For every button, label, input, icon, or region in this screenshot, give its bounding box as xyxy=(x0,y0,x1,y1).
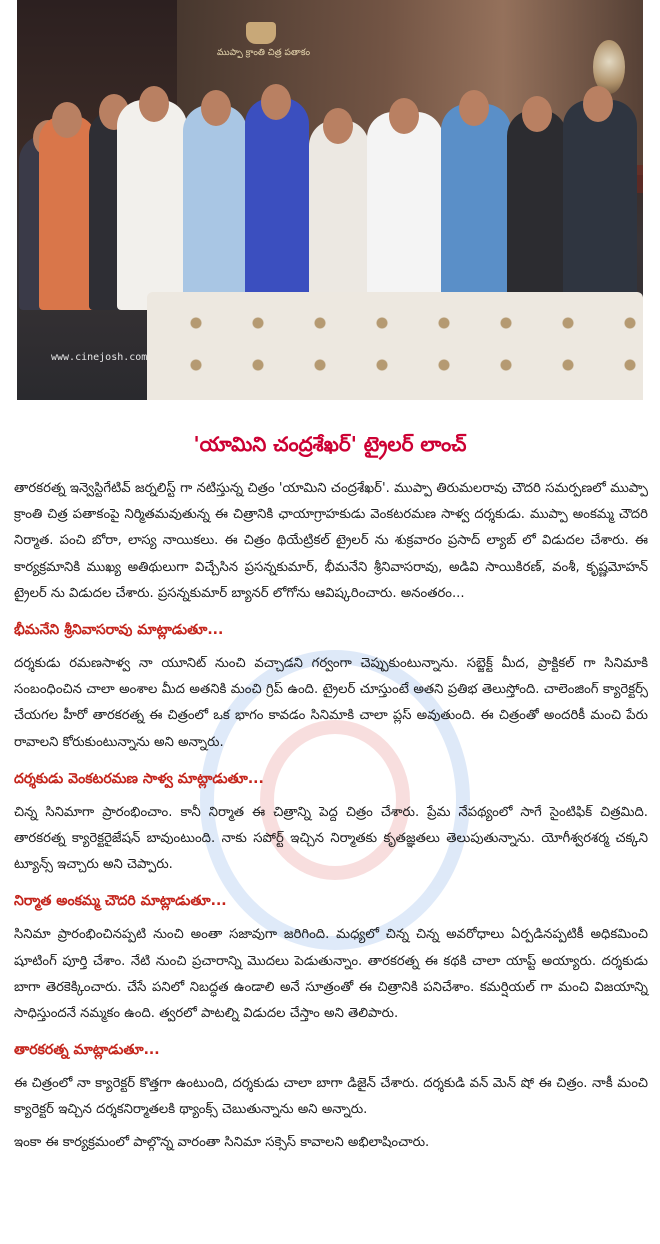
closing-paragraph: ఇంకా ఈ కార్యక్రమంలో పాల్గొన్న వారంతా సినిమా సక్సెస్ కావాలని అభిలాషించారు. xyxy=(14,1134,430,1150)
banner-text: ముప్పా క్రాంతి చిత్ర పతాకం xyxy=(217,48,311,58)
article-title: 'యామిని చంద్రశేఖర్' ట్రైలర్ లాంచ్ xyxy=(193,432,467,456)
section-heading: దర్శకుడు వెంకటరమణ సాళ్వ మాట్లాడుతూ... xyxy=(14,770,264,787)
banner-badge-icon xyxy=(246,22,276,44)
banner-logo xyxy=(217,22,311,70)
event-photo xyxy=(17,0,643,400)
table-with-cloth xyxy=(147,292,643,400)
photo-watermark: www.cinejosh.com xyxy=(51,352,148,363)
section-heading: తారకరత్న మాట్లాడుతూ... xyxy=(14,1042,160,1059)
section-paragraph: ఈ చిత్రంలో నా క్యారెక్టర్ కొత్తగా ఉంటుంది, దర్శకుడు చాలా బాగా డిజైన్ చేశారు. దర్శకుడి వన్ మెన్ షో ఈ చిత్రం. నాకీ మంచి క్యారెక్టర్ ఇచ్చిన దర్శకనిర్మాతలకి థ్యాంక్స్ చెబుతున్నాను అని అన్నారు. xyxy=(14,1076,648,1118)
section-paragraph: సినిమా ప్రారంభించినప్పటి నుంచి అంతా సజావుగా జరిగింది. మధ్యలో చిన్న చిన్న అవరోధాలు ఏర్పడినప్పటికీ అధికమించి షూటింగ్ పూర్తి చేశాం. నేటి నుంచి ప్రచారాన్ని మొదలు పెడుతున్నాం. తారకరత్న ఈ కథకి చాలా యాప్ట్ అయ్యారు. దర్శకుడు బాగా తెరకెక్కించారు. చేసే పనిలో నిబద్ధత ఉండాలి అనే సూత్రంతో ఈ చిత్రానికి పనిచేశాం. కమర్షియల్ గా మంచి విజయాన్ని సాధిస్తుందనే నమ్మకం ఉంది. త్వరలో పాటల్ని విడుదల చేస్తాం అని తెలిపారు. xyxy=(14,927,648,1022)
group-of-people xyxy=(17,80,643,310)
intro-paragraph: తారకరత్న ఇన్వెస్టిగేటివ్ జర్నలిస్ట్ గా నటిస్తున్న చిత్రం 'యామిని చంద్రశేఖర్'. ముప్పా తిరుమలరావు చౌదరి సమర్పణలో ముప్పా క్రాంతి చిత్ర పతాకంపై నిర్మితమవుతున్న ఈ చిత్రానికి ఛాయాగ్రాహకుడు వెంకటరమణ సాళ్వ దర్శకుడు. ముప్పా అంకమ్మ చౌదరి నిర్మాత. పంచి బోరా, లాస్య నాయికలు. ఈ చిత్రం థియేట్రికల్ ట్రైలర్ ను శుక్రవారం ప్రసాద్ ల్యాబ్ లో విడుదల చేశారు. ఈ కార్యక్రమానికి ముఖ్య అతిథులుగా విచ్చేసిన ప్రసన్నకుమార్, భీమనేని శ్రీనివాసరావు, అడివి సాయికిరణ్, వంశీ, కృష్ణమోహన్ ట్రైలర్ ను విడుదల చేశారు. ప్రసన్నకుమార్ బ్యానర్ లోగోను ఆవిష్కరించారు. అనంతరం... xyxy=(14,481,648,601)
section-heading: భీమనేని శ్రీనివాసరావు మాట్లాడుతూ... xyxy=(14,622,224,639)
section-paragraph: దర్శకుడు రమణసాళ్వ నా యూనిట్ నుంచి వచ్చాడని గర్వంగా చెప్పుకుంటున్నాను. సబ్జెక్ట్ మీద, ప్రాక్టికల్ గా సినిమాకి సంబంధించిన చాలా అంశాల మీద అతనికి మంచి గ్రిప్ ఉంది. ట్రైలర్ చూస్తుంటే అతని ప్రతిభ తెలుస్తోంది. చాలెంజింగ్ క్యారెక్టర్స్ చేయగల హీరో తారకరత్న ఈ చిత్రంలో ఒక భాగం కావడం సినిమాకి చాలా ప్లస్ అవుతుంది. ఈ చిత్రంతో అందరికీ మంచి పేరు రావాలని కోరుకుంటున్నాను అని అన్నారు. xyxy=(14,656,648,750)
article-body xyxy=(14,476,648,1156)
section-heading: నిర్మాత అంకమ్మ చౌదరి మాట్లాడుతూ... xyxy=(14,893,227,910)
section-paragraph: చిన్న సినిమాగా ప్రారంభించాం. కానీ నిర్మాత ఈ చిత్రాన్ని పెద్ద చిత్రం చేశారు. ప్రేమ నేపథ్యంలో సాగే సైంటిఫిక్ చిత్రమిది. తారకరత్న క్యారెక్టరైజేషన్ బావుంటుంది. నాకు సపోర్ట్ ఇచ్చిన నిర్మాతకు కృతజ్ఞతలు తెలుపుతున్నాను. యోగీశ్వరశర్మ చక్కని ట్యూన్స్ ఇచ్చారు అని చెప్పారు. xyxy=(14,804,648,873)
